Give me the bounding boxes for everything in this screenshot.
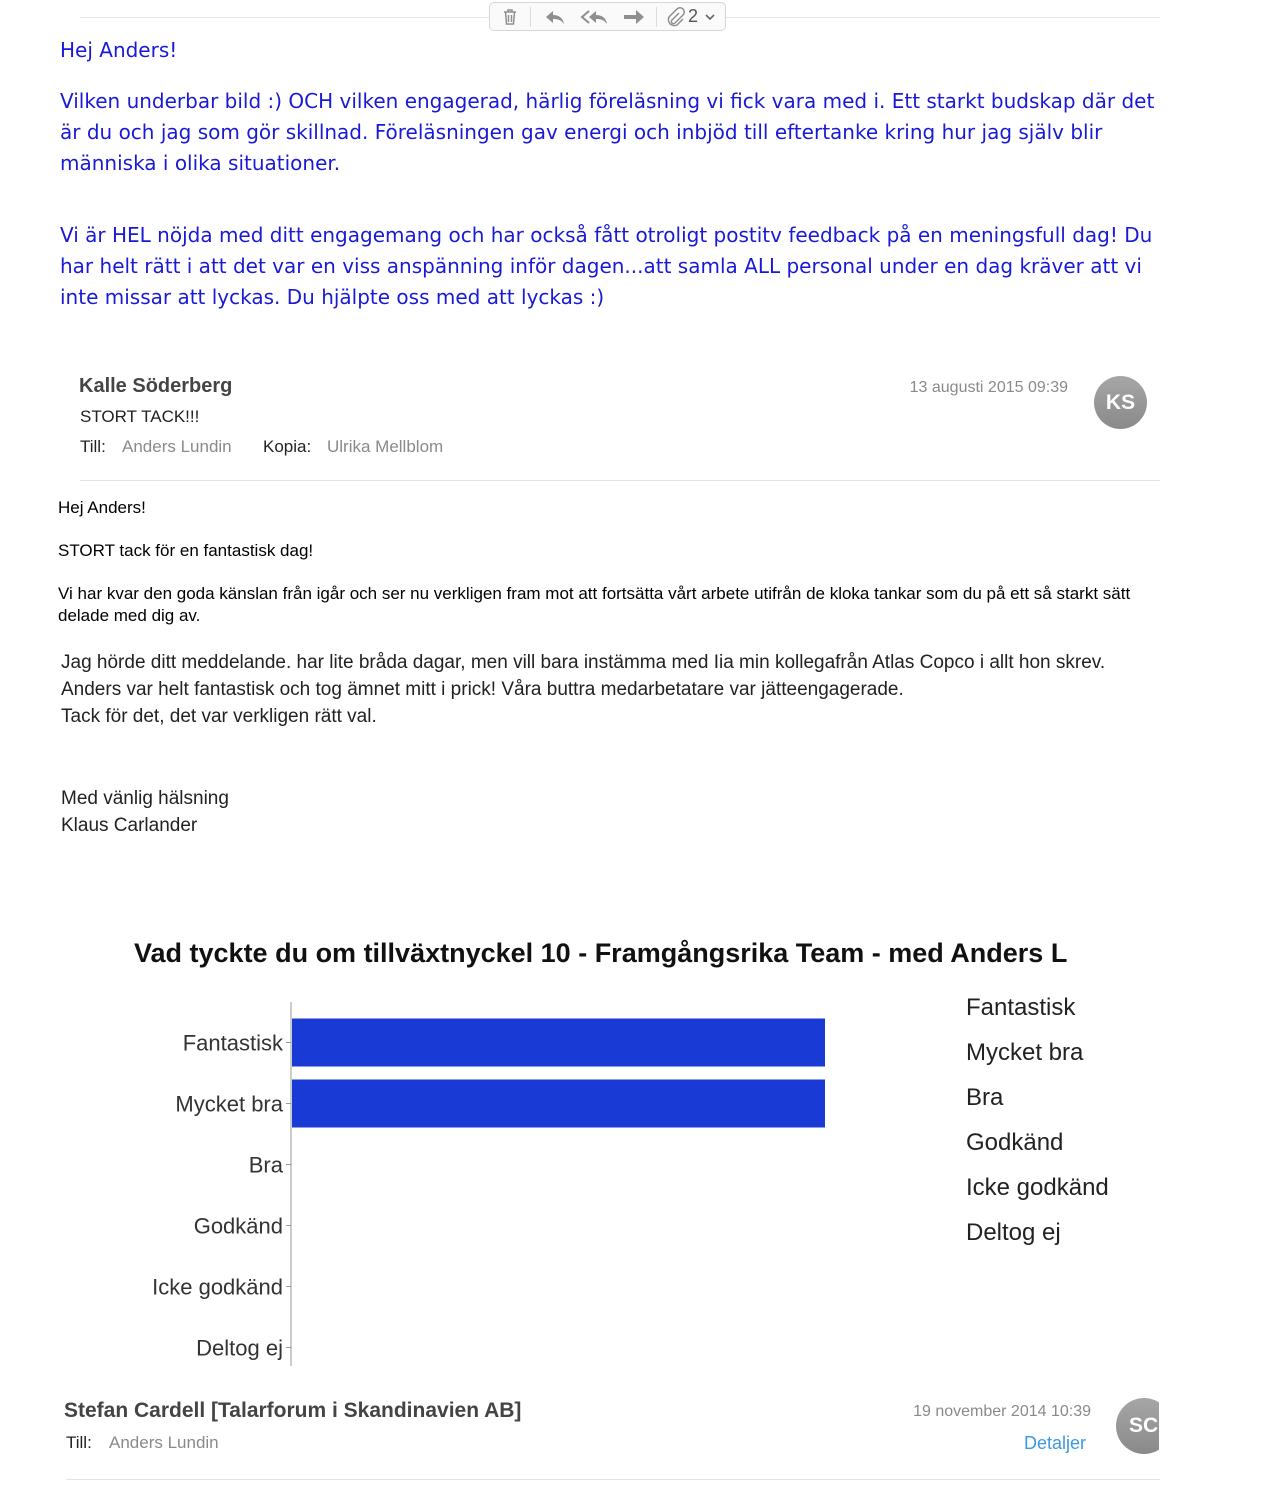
category-label: Bra (248, 1152, 283, 1178)
avatar-clip (1116, 1398, 1159, 1454)
category-label: Godkänd (193, 1213, 283, 1239)
legend-item: Godkänd (966, 1129, 1064, 1156)
toolbar-separator (656, 7, 657, 27)
toolbar-separator (530, 7, 531, 27)
delete-button[interactable] (500, 7, 522, 27)
quoted-text: Jag hörde ditt meddelande. har lite bråda dagar, men vill bara instämma med Iia min kollegafrån Atlas Copco i allt hon skrev. Anders var helt fantastisk och tog ämnet mitt i prick! Våra buttra medarbetatare var jätteengagerade. (61, 652, 1106, 700)
category-label: Icke godkänd (152, 1274, 283, 1300)
legend-item: Deltog ej (966, 1219, 1061, 1246)
trash-icon (500, 7, 520, 27)
legend-item: Mycket bra (966, 1039, 1084, 1066)
category-label: Fantastisk (182, 1030, 283, 1056)
avatar: SC (1116, 1398, 1159, 1454)
message-toolbar (489, 2, 726, 31)
legend-item: Fantastisk (966, 994, 1076, 1021)
details-link[interactable]: Detaljer (1024, 1433, 1087, 1453)
to-recipient[interactable]: Anders Lundin (109, 1433, 219, 1452)
bar (292, 1080, 825, 1128)
cc-recipient[interactable]: Ulrika Mellblom (327, 437, 444, 456)
email-paragraph: Vilken underbar bild :) OCH vilken engagerad, härlig föreläsning vi fick vara med i. Ett starkt budskap där det är du och jag som gör skillnad. Föreläsningen gav energi och inbjöd till eftertanke kring hur jag själv blir människa i olika situationer. (60, 89, 1155, 175)
forward-button[interactable] (621, 7, 647, 27)
avatar: KS (1094, 376, 1147, 429)
to-label: Till: (80, 437, 106, 456)
forward-icon (621, 7, 647, 27)
email-line: Vi har kvar den goda känslan från igår och ser nu verkligen fram mot att fortsätta vårt arbete utifrån de kloka tankar som du på ett så starkt sätt delade med dig av. (58, 584, 1131, 625)
email-date: 13 augusti 2015 09:39 (909, 379, 1068, 396)
sender-name: Stefan Cardell [Talarforum i Skandinavien AB] (64, 1399, 522, 1422)
signoff: Med vänlig hälsning (61, 788, 229, 809)
reply-icon (542, 7, 568, 27)
chevron-down-icon (704, 7, 716, 27)
email-paragraph: Vi är HEL nöjda med ditt engagemang och har också fått otroligt postitv feedback på en meningsfull dag! Du har helt rätt i att det var en viss anspänning inför dagen...att samla ALL personal under en dag kräver att vi inte missar att lyckas. Du hjälpte oss med att lyckas :) (60, 223, 1153, 309)
reply-button[interactable] (542, 7, 568, 27)
bar (292, 1019, 825, 1067)
to-label: Till: (66, 1433, 92, 1452)
category-label: Mycket bra (175, 1091, 283, 1117)
email-subject: STORT TACK!!! (80, 407, 200, 426)
reply-all-button[interactable] (579, 7, 611, 27)
attachments-button[interactable] (664, 7, 722, 27)
header-divider (66, 1479, 1160, 1480)
email-greeting: Hej Anders! (58, 498, 146, 517)
paperclip-icon (664, 7, 686, 27)
sender-name: Kalle Söderberg (79, 375, 233, 397)
signature: Klaus Carlander (61, 815, 198, 836)
quoted-text: Tack för det, det var verkligen rätt val. (61, 706, 377, 727)
header-divider (80, 480, 1160, 481)
chart-title: Vad tyckte du om tillväxtnyckel 10 - Framgångsrika Team - med Anders L (134, 938, 1068, 968)
cc-label: Kopia: (263, 437, 312, 456)
email-date: 19 november 2014 10:39 (913, 1403, 1091, 1420)
to-recipient[interactable]: Anders Lundin (122, 437, 232, 456)
attachment-count: 2 (688, 6, 699, 26)
email-line: STORT tack för en fantastisk dag! (58, 541, 314, 560)
legend-item: Icke godkänd (966, 1174, 1109, 1201)
legend-item: Bra (966, 1084, 1004, 1111)
reply-all-icon (579, 7, 611, 27)
bar-chart (100, 990, 1000, 1390)
email-greeting: Hej Anders! (60, 38, 178, 62)
category-label: Deltog ej (196, 1335, 283, 1361)
